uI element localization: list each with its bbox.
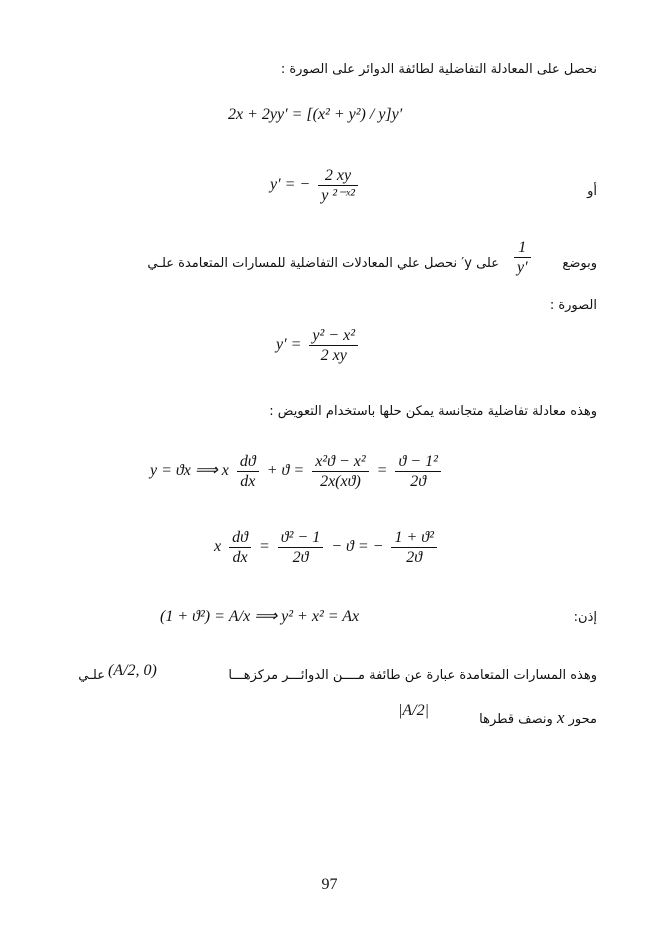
substitute-end-text: على y′ نحصل علي المعادلات التفاضلية للمسارات المتعامدة علـي xyxy=(147,256,499,271)
axis-text: محور x ونصف قطرها xyxy=(479,708,597,727)
equation-3: y′ = $\frac{\text{y² − x²}}{2 xy}$ xyxy=(276,326,362,365)
or-label: أو xyxy=(587,184,597,199)
homogeneous-text: وهذه معادلة تفاضلية متجانسة يمكن حلها باستخدام التعويض : xyxy=(269,404,597,419)
form-text: الصورة : xyxy=(549,298,597,313)
conclusion-text: وهذه المسارات المتعامدة عبارة عن طائفة مــــن الدوائـــر مركزهـــا xyxy=(228,668,597,683)
therefore-label: إذن: xyxy=(573,610,597,625)
axis-variable: x xyxy=(556,708,565,727)
equation-5: x $\frac{dϑ}{dx}$ = $\frac{\text{ϑ² − 1}}{2ϑ}$ − ϑ = − $\frac{\text{1 + ϑ²}}{2ϑ}$ xyxy=(214,528,441,567)
substitute-start-text: وبوضع xyxy=(562,256,597,271)
equation-6: (1 + ϑ²) = A/x ⟹ y² + x² = Ax xyxy=(160,608,360,625)
eq2-numerator: 2 xy xyxy=(318,166,358,186)
radius-expression: |A/2| xyxy=(398,702,430,719)
substitute-fraction: $\frac{1}{y'}$ xyxy=(510,238,535,277)
equation-1: 2x + 2yy′ = [(x² + y²) / y]y′ xyxy=(228,106,403,123)
equation-4: y = ϑx ⟹ x $\frac{dϑ}{dx}$ + ϑ = $\frac{\text{x²ϑ − x²}}{2x(xϑ)}$ = $\frac{\text{ϑ − 1²}}{2ϑ}$ xyxy=(150,452,445,491)
intro-text: نحصل على المعادلة التفاضلية لطائفة الدوائر على الصورة : xyxy=(280,62,597,77)
eq2-denominator: y ²⁻ˣ² xyxy=(321,187,355,204)
center-expression: (A/2, 0) xyxy=(108,662,157,679)
conclusion-on: علـي xyxy=(78,668,105,683)
page-number: 97 xyxy=(321,876,338,893)
equation-2: y′ = − $\frac{2 xy}{\text{y ²⁻ˣ²}}$ xyxy=(270,166,362,205)
